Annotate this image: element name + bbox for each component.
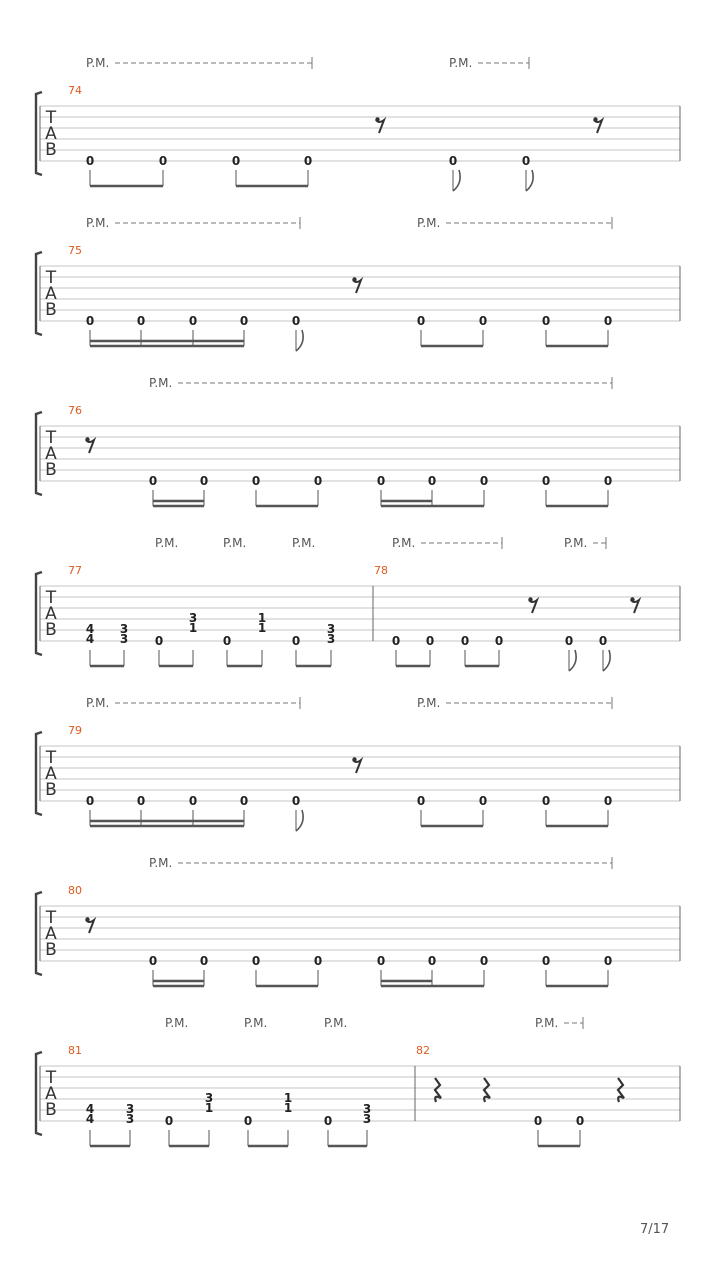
- fret-number: 0: [541, 474, 551, 488]
- palm-mute-label: P.M.: [244, 1016, 268, 1030]
- fret-number: 0: [603, 954, 613, 968]
- note-flag: [296, 810, 303, 831]
- quarter-rest: [618, 1078, 624, 1102]
- fret-number: 0: [603, 474, 613, 488]
- fret-number: 3: [326, 622, 336, 636]
- fret-number: 0: [154, 634, 164, 648]
- fret-number: 0: [427, 954, 437, 968]
- tab-clef-t: T: [45, 108, 57, 128]
- fret-number: 0: [148, 474, 158, 488]
- fret-number: 0: [239, 794, 249, 808]
- palm-mute-label: P.M.: [292, 536, 316, 550]
- fret-number: 0: [479, 954, 489, 968]
- fret-number: 0: [313, 474, 323, 488]
- fret-number: 0: [494, 634, 504, 648]
- palm-mute-label: P.M.: [324, 1016, 348, 1030]
- staff-bracket: [36, 252, 42, 335]
- tab-clef-t: T: [45, 588, 57, 608]
- eighth-rest-dot: [528, 597, 532, 601]
- tab-clef-b: B: [45, 780, 57, 800]
- fret-number: 0: [188, 794, 198, 808]
- measure-number: 74: [68, 84, 82, 97]
- eighth-rest: [86, 440, 94, 453]
- measure-number: 82: [416, 1044, 430, 1057]
- note-flag: [603, 650, 610, 671]
- fret-number: 0: [541, 794, 551, 808]
- fret-number: 0: [239, 314, 249, 328]
- fret-number: 0: [85, 314, 95, 328]
- fret-number: 0: [603, 794, 613, 808]
- fret-number: 0: [313, 954, 323, 968]
- fret-number: 4: [85, 622, 95, 636]
- staff-bracket: [36, 1052, 42, 1135]
- palm-mute-label: P.M.: [223, 536, 247, 550]
- fret-number: 3: [188, 611, 198, 625]
- tab-clef-t: T: [45, 748, 57, 768]
- fret-number: 1: [283, 1091, 293, 1105]
- fret-number: 3: [326, 632, 336, 646]
- eighth-rest-dot: [375, 117, 379, 121]
- eighth-rest: [594, 120, 602, 133]
- fret-number: 0: [598, 634, 608, 648]
- eighth-rest-dot: [630, 597, 634, 601]
- fret-number: 0: [479, 474, 489, 488]
- quarter-rest: [435, 1078, 441, 1102]
- staff-bracket: [36, 92, 42, 175]
- palm-mute-label: P.M.: [417, 216, 441, 230]
- tab-clef-a: A: [45, 284, 57, 304]
- staff-bracket: [36, 572, 42, 655]
- fret-number: 0: [448, 154, 458, 168]
- fret-number: 0: [188, 314, 198, 328]
- staff-bracket: [36, 892, 42, 975]
- eighth-rest-dot: [85, 917, 89, 921]
- fret-number: 3: [125, 1112, 135, 1126]
- measure-number: 76: [68, 404, 82, 417]
- fret-number: 0: [575, 1114, 585, 1128]
- palm-mute-label: P.M.: [86, 216, 110, 230]
- fret-number: 0: [251, 474, 261, 488]
- tab-clef-t: T: [45, 908, 57, 928]
- palm-mute-label: P.M.: [149, 856, 173, 870]
- eighth-rest-dot: [593, 117, 597, 121]
- page-indicator: 7/17: [640, 1222, 670, 1237]
- fret-number: 0: [85, 154, 95, 168]
- note-flag: [569, 650, 576, 671]
- fret-number: 0: [533, 1114, 543, 1128]
- measure-number: 77: [68, 564, 82, 577]
- fret-number: 1: [188, 621, 198, 635]
- fret-number: 0: [251, 954, 261, 968]
- fret-number: 1: [204, 1101, 214, 1115]
- fret-number: 0: [541, 314, 551, 328]
- fret-number: 0: [136, 314, 146, 328]
- staff-bracket: [36, 732, 42, 815]
- note-flag: [526, 170, 533, 191]
- tab-clef-a: A: [45, 124, 57, 144]
- measure-number: 79: [68, 724, 82, 737]
- note-flag: [453, 170, 460, 191]
- fret-number: 0: [291, 314, 301, 328]
- fret-number: 0: [460, 634, 470, 648]
- fret-number: 0: [416, 314, 426, 328]
- fret-number: 0: [416, 794, 426, 808]
- palm-mute-label: P.M.: [392, 536, 416, 550]
- tab-clef-b: B: [45, 620, 57, 640]
- fret-number: 1: [283, 1101, 293, 1115]
- eighth-rest: [631, 600, 639, 613]
- fret-number: 3: [125, 1102, 135, 1116]
- fret-number: 0: [243, 1114, 253, 1128]
- palm-mute-label: P.M.: [149, 376, 173, 390]
- tab-clef-b: B: [45, 940, 57, 960]
- measure-number: 78: [374, 564, 388, 577]
- eighth-rest: [86, 920, 94, 933]
- tab-clef-a: A: [45, 924, 57, 944]
- fret-number: 4: [85, 1112, 95, 1126]
- fret-number: 0: [199, 954, 209, 968]
- palm-mute-label: P.M.: [535, 1016, 559, 1030]
- fret-number: 1: [257, 621, 267, 635]
- fret-number: 0: [564, 634, 574, 648]
- tab-clef-a: A: [45, 604, 57, 624]
- fret-number: 0: [158, 154, 168, 168]
- fret-number: 0: [164, 1114, 174, 1128]
- eighth-rest: [353, 280, 361, 293]
- fret-number: 0: [231, 154, 241, 168]
- fret-number: 0: [291, 794, 301, 808]
- palm-mute-label: P.M.: [449, 56, 473, 70]
- eighth-rest-dot: [85, 437, 89, 441]
- fret-number: 0: [323, 1114, 333, 1128]
- fret-number: 0: [376, 954, 386, 968]
- fret-number: 0: [427, 474, 437, 488]
- palm-mute-label: P.M.: [564, 536, 588, 550]
- eighth-rest: [353, 760, 361, 773]
- palm-mute-label: P.M.: [86, 56, 110, 70]
- fret-number: 0: [136, 794, 146, 808]
- quarter-rest: [484, 1078, 490, 1102]
- tab-clef-t: T: [45, 428, 57, 448]
- measure-number: 80: [68, 884, 82, 897]
- fret-number: 0: [425, 634, 435, 648]
- tab-clef-b: B: [45, 300, 57, 320]
- fret-number: 0: [478, 314, 488, 328]
- tab-clef-a: A: [45, 444, 57, 464]
- palm-mute-label: P.M.: [165, 1016, 189, 1030]
- fret-number: 1: [257, 611, 267, 625]
- fret-number: 0: [199, 474, 209, 488]
- fret-number: 0: [222, 634, 232, 648]
- fret-number: 3: [119, 622, 129, 636]
- note-flag: [296, 330, 303, 351]
- fret-number: 3: [362, 1102, 372, 1116]
- fret-number: 3: [362, 1112, 372, 1126]
- fret-number: 0: [521, 154, 531, 168]
- fret-number: 0: [303, 154, 313, 168]
- palm-mute-label: P.M.: [155, 536, 179, 550]
- palm-mute-label: P.M.: [417, 696, 441, 710]
- eighth-rest-dot: [352, 277, 356, 281]
- fret-number: 4: [85, 1102, 95, 1116]
- fret-number: 0: [478, 794, 488, 808]
- fret-number: 0: [603, 314, 613, 328]
- tab-clef-b: B: [45, 460, 57, 480]
- measure-number: 81: [68, 1044, 82, 1057]
- fret-number: 0: [85, 794, 95, 808]
- palm-mute-label: P.M.: [86, 696, 110, 710]
- tab-clef-t: T: [45, 1068, 57, 1088]
- tab-clef-a: A: [45, 1084, 57, 1104]
- eighth-rest: [376, 120, 384, 133]
- fret-number: 0: [376, 474, 386, 488]
- fret-number: 3: [204, 1091, 214, 1105]
- fret-number: 3: [119, 632, 129, 646]
- fret-number: 0: [291, 634, 301, 648]
- tab-clef-b: B: [45, 140, 57, 160]
- eighth-rest-dot: [352, 757, 356, 761]
- tab-clef-a: A: [45, 764, 57, 784]
- tab-clef-t: T: [45, 268, 57, 288]
- fret-number: 0: [148, 954, 158, 968]
- tab-clef-b: B: [45, 1100, 57, 1120]
- eighth-rest: [529, 600, 537, 613]
- fret-number: 4: [85, 632, 95, 646]
- fret-number: 0: [391, 634, 401, 648]
- fret-number: 0: [541, 954, 551, 968]
- staff-bracket: [36, 412, 42, 495]
- measure-number: 75: [68, 244, 82, 257]
